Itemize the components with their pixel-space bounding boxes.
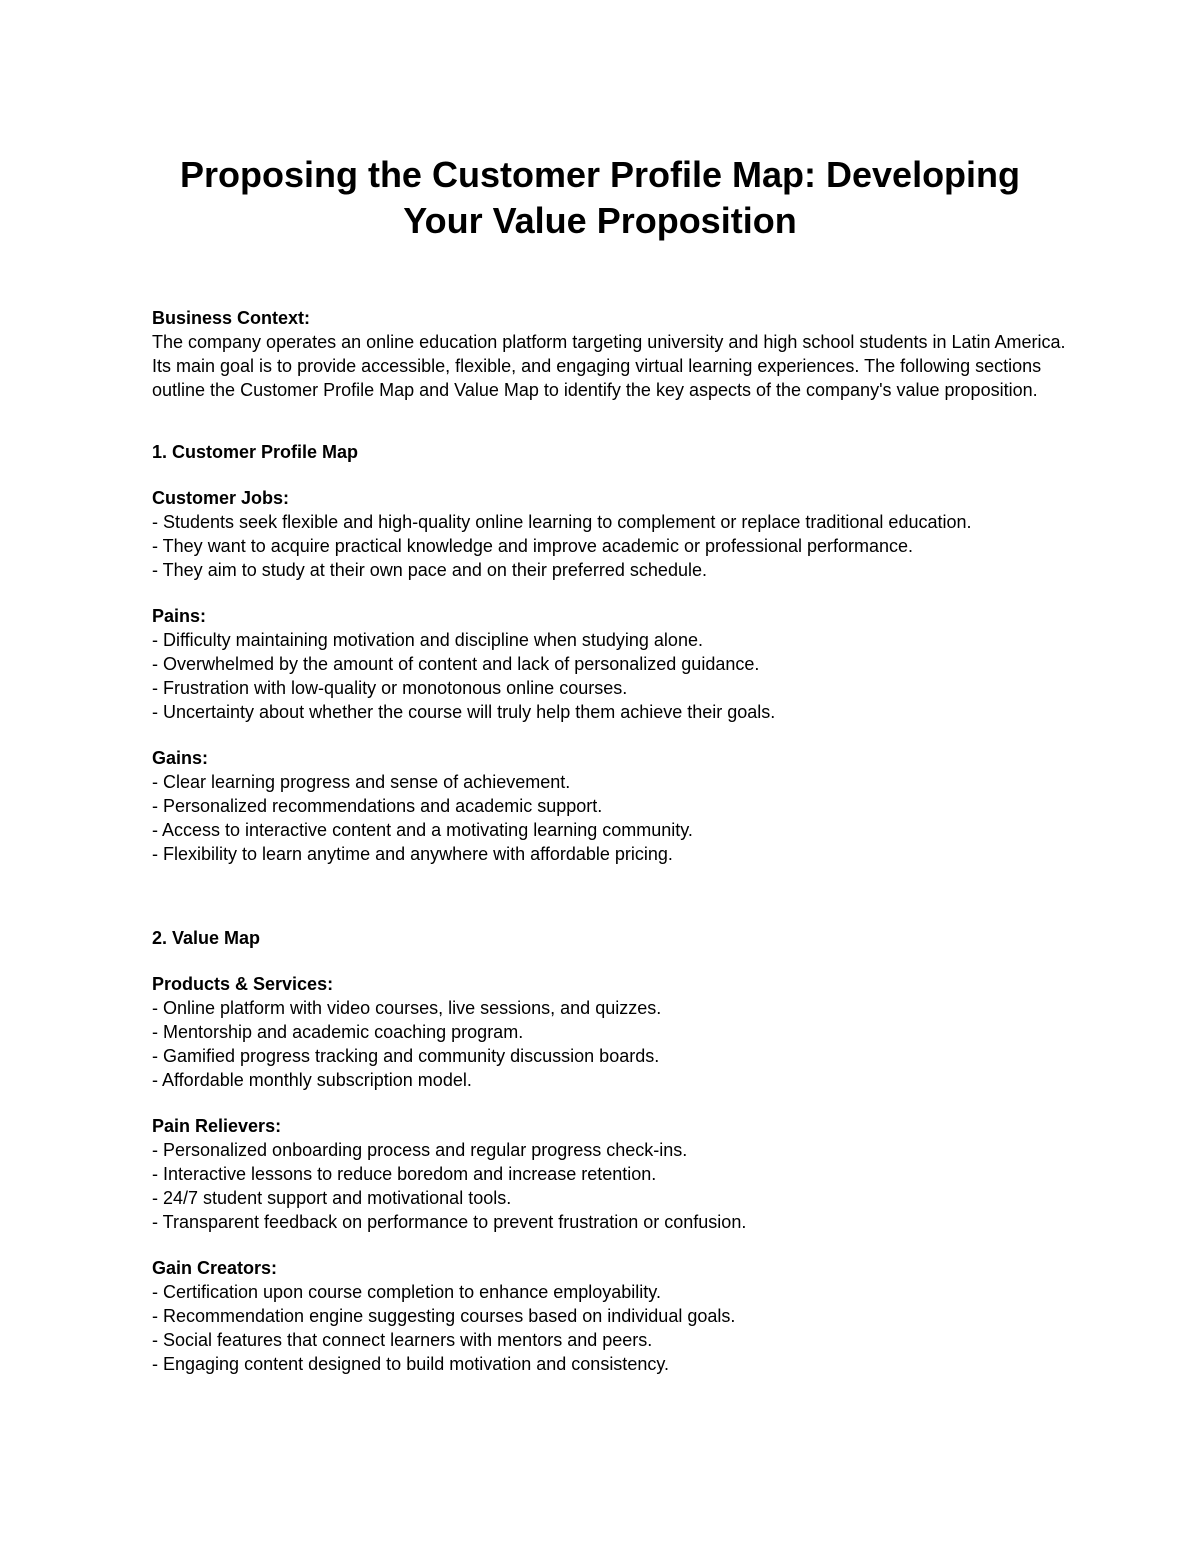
list-item: - Students seek flexible and high-quality online learning to complement or replace traditional education. — [152, 512, 972, 532]
list-item: - 24/7 student support and motivational tools. — [152, 1188, 512, 1208]
business-context-section — [152, 306, 1072, 402]
value-map-section — [152, 926, 1072, 1376]
customer-jobs-heading: Customer Jobs: — [152, 488, 290, 508]
list-item: - Difficulty maintaining motivation and discipline when studying alone. — [152, 630, 703, 650]
products-services-heading: Products & Services: — [152, 974, 334, 994]
business-context-heading: Business Context: — [152, 308, 311, 328]
list-item: - They aim to study at their own pace and on their preferred schedule. — [152, 560, 707, 580]
list-item: - Gamified progress tracking and community discussion boards. — [152, 1046, 660, 1066]
customer-profile-map-section — [152, 440, 1072, 866]
list-item: - Frustration with low-quality or monotonous online courses. — [152, 678, 628, 698]
customer-jobs-block — [152, 486, 1072, 582]
list-item: - Recommendation engine suggesting courses based on individual goals. — [152, 1306, 736, 1326]
list-item: - Certification upon course completion to enhance employability. — [152, 1282, 661, 1302]
gains-block — [152, 746, 1072, 866]
list-item: - They want to acquire practical knowledge and improve academic or professional performance. — [152, 536, 914, 556]
section-heading-customer-profile-map: 1. Customer Profile Map — [152, 442, 359, 462]
list-item: - Interactive lessons to reduce boredom and increase retention. — [152, 1164, 657, 1184]
business-context-text: The company operates an online education platform targeting university and high school students in Latin America. Its main goal is to provide accessible, flexible, and engaging virtual learning experiences. The following sections outline the Customer Profile Map and Value Map to identify the key aspects of the company's value proposition. — [152, 332, 1066, 400]
list-item: - Personalized recommendations and academic support. — [152, 796, 603, 816]
section-heading-value-map: 2. Value Map — [152, 928, 261, 948]
pains-heading: Pains: — [152, 606, 207, 626]
list-item: - Personalized onboarding process and regular progress check-ins. — [152, 1140, 688, 1160]
products-services-block — [152, 972, 1072, 1092]
pain-relievers-block — [152, 1114, 1072, 1234]
document-title-line-1: Proposing the Customer Profile Map: Developing — [179, 154, 1021, 195]
document-body — [152, 306, 1072, 1376]
list-item: - Affordable monthly subscription model. — [152, 1070, 472, 1090]
pains-block — [152, 604, 1072, 724]
gain-creators-block — [152, 1256, 1072, 1376]
list-item: - Overwhelmed by the amount of content and lack of personalized guidance. — [152, 654, 760, 674]
list-item: - Mentorship and academic coaching program. — [152, 1022, 524, 1042]
list-item: - Flexibility to learn anytime and anywhere with affordable pricing. — [152, 844, 673, 864]
list-item: - Access to interactive content and a motivating learning community. — [152, 820, 693, 840]
gain-creators-heading: Gain Creators: — [152, 1258, 278, 1278]
list-item: - Transparent feedback on performance to prevent frustration or confusion. — [152, 1212, 747, 1232]
list-item: - Social features that connect learners with mentors and peers. — [152, 1330, 653, 1350]
list-item: - Engaging content designed to build motivation and consistency. — [152, 1354, 669, 1374]
pain-relievers-heading: Pain Relievers: — [152, 1116, 282, 1136]
gains-heading: Gains: — [152, 748, 209, 768]
document-title-line-2: Your Value Proposition — [403, 200, 797, 241]
list-item: - Clear learning progress and sense of achievement. — [152, 772, 571, 792]
list-item: - Online platform with video courses, live sessions, and quizzes. — [152, 998, 662, 1018]
list-item: - Uncertainty about whether the course will truly help them achieve their goals. — [152, 702, 776, 722]
document-title — [100, 152, 1100, 244]
